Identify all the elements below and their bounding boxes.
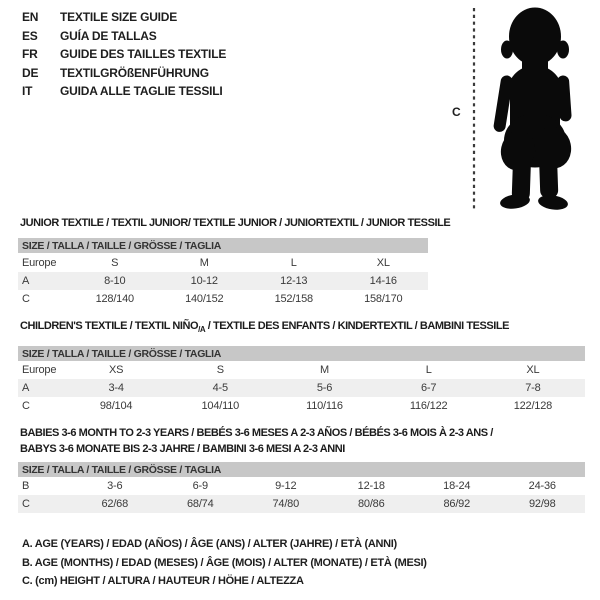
height-measure-label: C (452, 105, 461, 119)
guide-title: TEXTILGRÖßENFÜHRUNG (60, 65, 209, 80)
children-size-table (18, 346, 585, 415)
table-cell: 6-9 (192, 480, 208, 492)
row-label: C (22, 293, 30, 305)
table-cell: 116/122 (409, 400, 448, 412)
table-cell: 12-18 (357, 480, 385, 492)
size-header-row (18, 346, 585, 361)
row-label: A (18, 272, 70, 290)
table-cell: 110/116 (306, 400, 343, 412)
table-cell: M (319, 364, 329, 376)
table-cell: 6-7 (377, 379, 481, 397)
size-header-row (18, 462, 585, 477)
babies-table (18, 462, 585, 513)
row-label: Europe (22, 256, 57, 269)
footnote-age-months: B. AGE (MONTHS) / EDAD (MESES) / ÂGE (MOIS) / ALTER (MONATE) / ETÀ (MESI) (22, 556, 427, 569)
age-row (18, 379, 585, 397)
table-cell: 74/80 (243, 495, 329, 513)
lang-row-it (22, 82, 226, 101)
children-table (18, 346, 585, 415)
children-heading-pre: CHILDREN'S TEXTILE / TEXTIL NIÑO (20, 320, 199, 332)
table-cell: 14-16 (339, 272, 429, 290)
table-cell: 98/104 (99, 400, 133, 412)
children-heading-sub: /A (198, 325, 206, 335)
table-cell: 3-6 (107, 480, 123, 492)
table-cell: 4-5 (168, 379, 272, 397)
size-header-label: SIZE / TALLA / TAILLE / GRÖSSE / TAGLIA (18, 462, 585, 477)
lang-code: ES (22, 28, 38, 43)
table-cell: 5-6 (272, 379, 376, 397)
table-cell: 158/170 (364, 293, 403, 305)
lang-row-de (22, 64, 226, 83)
table-cell: S (111, 256, 119, 269)
table-cell: L (290, 256, 297, 269)
table-cell: 68/74 (158, 495, 244, 513)
measurement-figure (450, 5, 598, 211)
table-cell: XL (376, 256, 390, 269)
table-cell: 86/92 (414, 495, 500, 513)
table-cell: L (425, 364, 432, 376)
guide-title: GUIDA ALLE TAGLIE TESSILI (60, 84, 223, 99)
table-cell: M (199, 256, 209, 269)
babies-heading-line1: BABIES 3-6 MONTH TO 2-3 YEARS / BEBÉS 3-6 MESES A 2-3 AÑOS / BÉBÉS 3-6 MOIS À 2-3 ANS / (20, 427, 493, 439)
footnote-age-years: A. AGE (YEARS) / EDAD (AÑOS) / ÂGE (ANS) / ALTER (JAHRE) / ETÀ (ANNI) (22, 538, 397, 550)
row-label: B (22, 480, 30, 492)
height-row (18, 290, 428, 308)
junior-size-table (18, 238, 428, 308)
guide-title: GUIDE DES TAILLES TEXTILE (60, 47, 227, 62)
table-cell: 24-36 (528, 480, 556, 492)
lang-code: EN (22, 10, 39, 25)
height-row (18, 397, 585, 415)
size-header-label: SIZE / TALLA / TAILLE / GRÖSSE / TAGLIA (18, 238, 428, 253)
table-cell: S (216, 364, 224, 376)
children-section-heading (20, 319, 509, 337)
europe-row (18, 253, 428, 272)
junior-section-heading: JUNIOR TEXTILE / TEXTIL JUNIOR/ TEXTILE JUNIOR / JUNIORTEXTIL / JUNIOR TESSILE (20, 217, 451, 229)
table-cell: 3-4 (64, 379, 168, 397)
table-cell: 12-13 (249, 272, 339, 290)
height-row (18, 495, 585, 513)
lang-row-en (22, 8, 226, 27)
table-cell: 92/98 (500, 495, 586, 513)
table-cell: XL (526, 364, 540, 376)
measurement-footnotes (22, 535, 427, 591)
size-header-label: SIZE / TALLA / TAILLE / GRÖSSE / TAGLIA (18, 346, 585, 361)
babies-section-heading (20, 425, 493, 457)
babies-heading-line2: BABYS 3-6 MONATE BIS 2-3 JAHRE / BAMBINI 3-6 MESI A 2-3 ANNI (20, 443, 345, 455)
toddler-silhouette-icon (480, 5, 590, 211)
junior-table (18, 238, 428, 308)
months-row (18, 477, 585, 495)
table-cell: 152/158 (274, 293, 313, 305)
babies-size-table (18, 462, 585, 513)
europe-row (18, 361, 585, 379)
guide-title: TEXTILE SIZE GUIDE (60, 10, 178, 25)
table-cell: 122/128 (513, 400, 553, 412)
table-cell: 18-24 (443, 480, 471, 492)
row-label: A (18, 379, 64, 397)
lang-code: DE (22, 65, 39, 80)
lang-code: IT (22, 84, 33, 99)
language-title-list (22, 8, 226, 101)
table-cell: 62/68 (72, 495, 158, 513)
lang-row-fr (22, 45, 226, 64)
lang-row-es (22, 27, 226, 46)
guide-title: GUÍA DE TALLAS (60, 28, 157, 43)
table-cell: 8-10 (70, 272, 160, 290)
lang-code: FR (22, 47, 38, 62)
table-cell: 7-8 (481, 379, 585, 397)
table-cell: 10-12 (160, 272, 250, 290)
table-cell: 80/86 (329, 495, 415, 513)
size-header-row (18, 238, 428, 253)
age-row (18, 272, 428, 290)
table-cell: 128/140 (95, 293, 134, 305)
height-measure-dotted-line (472, 8, 476, 209)
row-label: Europe (22, 364, 57, 376)
table-cell: 104/110 (201, 400, 240, 412)
table-cell: 9-12 (275, 480, 297, 492)
row-label: C (22, 400, 30, 412)
table-cell: XS (108, 364, 124, 376)
children-heading-post: / TEXTILE DES ENFANTS / KINDERTEXTIL / BAMBINI TESSILE (205, 320, 510, 332)
row-label: C (18, 495, 72, 513)
footnote-height: C. (cm) HEIGHT / ALTURA / HAUTEUR / HÖHE / ALTEZZA (22, 575, 304, 587)
table-cell: 140/152 (185, 293, 224, 305)
